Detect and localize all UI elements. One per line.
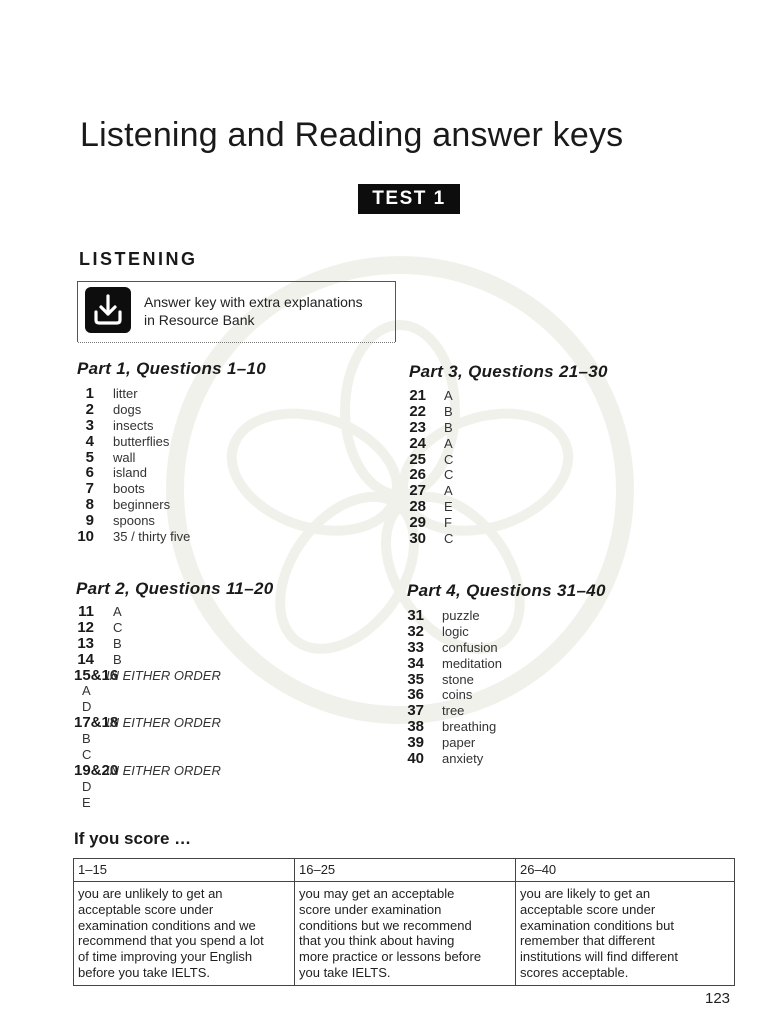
answer-sub-item <box>74 795 221 811</box>
answer-number: 37 <box>407 702 424 720</box>
score-advice-line: you are unlikely to get an <box>78 886 223 901</box>
answer-value: B <box>82 731 91 747</box>
answer-item <box>74 402 190 418</box>
answer-value: F <box>444 515 452 531</box>
score-table <box>73 858 735 986</box>
answer-item <box>74 763 221 779</box>
answer-number: 34 <box>407 654 424 672</box>
answer-number: 12 <box>77 618 94 636</box>
part-4-answer-list <box>404 608 502 767</box>
score-table-header-row <box>74 859 735 882</box>
test-badge: TEST 1 <box>358 184 460 214</box>
score-advice-line: examination conditions and we <box>78 917 256 933</box>
resource-bank-callout <box>77 281 396 342</box>
part-2-answer-list <box>74 604 221 811</box>
answer-value: anxiety <box>442 751 484 767</box>
page-number: 123 <box>705 990 731 1007</box>
score-band-1-15: 1–15 <box>74 859 295 882</box>
download-icon <box>85 287 131 333</box>
answer-value: litter <box>113 386 138 401</box>
answer-number: 32 <box>407 622 424 640</box>
answer-number: 5 <box>85 448 94 466</box>
answer-value: island <box>113 465 147 481</box>
answer-number: 11 <box>78 603 94 620</box>
answer-number: 14 <box>77 650 94 668</box>
answer-number: 33 <box>407 638 424 656</box>
score-advice-line: scores acceptable. <box>520 964 629 980</box>
answer-note: IN EITHER ORDER <box>106 667 221 683</box>
answer-item <box>404 751 502 767</box>
score-advice-line: conditions but we recommend <box>299 917 472 933</box>
answer-value: confusion <box>442 639 498 655</box>
answer-number: 31 <box>407 607 424 624</box>
score-advice-line: examination conditions but <box>520 917 674 933</box>
answer-item <box>404 687 502 703</box>
score-band-16-25: 16–25 <box>295 859 516 882</box>
answer-value: stone <box>442 671 474 687</box>
answer-number: 2 <box>85 400 94 418</box>
answer-item <box>74 418 190 434</box>
answer-item <box>74 620 221 636</box>
answer-value: E <box>444 499 453 515</box>
answer-item <box>404 483 453 499</box>
page-title: Listening and Reading answer keys <box>80 116 624 154</box>
answer-number: 25 <box>409 450 426 468</box>
part-3-title: Part 3, Questions 21–30 <box>409 362 608 381</box>
score-heading: If you score … <box>74 829 192 848</box>
score-advice-line: acceptable score under <box>78 901 214 917</box>
part-1-answer-list <box>74 386 190 545</box>
answer-sub-item <box>74 699 221 715</box>
score-advice-line: recommend that you spend a lot <box>78 933 264 949</box>
answer-number: 9 <box>85 512 94 530</box>
score-advice-line: before you take IELTS. <box>78 964 210 980</box>
answer-item <box>404 640 502 656</box>
resource-line-2: in Resource Bank <box>144 312 255 328</box>
answer-item <box>74 652 221 668</box>
answer-number: 19&20 <box>74 761 119 779</box>
answer-item <box>404 436 453 452</box>
answer-value: B <box>444 403 453 419</box>
score-advice-line: more practice or lessons before <box>299 949 482 965</box>
answer-value: B <box>444 419 453 435</box>
answer-value: spoons <box>113 513 155 529</box>
answer-number: 3 <box>85 416 94 434</box>
answer-number: 17&18 <box>74 714 119 732</box>
answer-number: 23 <box>409 418 426 436</box>
answer-item <box>74 529 190 545</box>
score-band-26-40: 26–40 <box>516 859 735 882</box>
answer-item <box>404 672 502 688</box>
answer-item <box>404 420 453 436</box>
answer-item <box>404 624 502 640</box>
answer-number: 8 <box>85 496 94 514</box>
answer-item <box>74 481 190 497</box>
answer-value: D <box>82 778 92 794</box>
answer-number: 22 <box>409 402 426 420</box>
answer-value: C <box>82 747 92 763</box>
answer-value: coins <box>442 687 473 703</box>
answer-number: 7 <box>85 480 94 498</box>
answer-number: 10 <box>77 528 94 546</box>
answer-number: 27 <box>409 482 426 500</box>
answer-value: meditation <box>442 655 502 671</box>
answer-number: 39 <box>407 734 424 752</box>
answer-value: E <box>82 794 91 810</box>
answer-number: 4 <box>85 432 94 450</box>
answer-item <box>404 531 453 547</box>
answer-number: 21 <box>409 387 426 404</box>
resource-line-1: Answer key with extra explanations <box>144 294 363 310</box>
score-advice-16-25 <box>295 882 516 986</box>
answer-value: breathing <box>442 719 497 735</box>
part-3-answer-list <box>404 388 453 547</box>
answer-item <box>404 719 502 735</box>
answer-number: 38 <box>407 718 424 736</box>
answer-value: A <box>113 604 122 619</box>
answer-item <box>404 467 453 483</box>
answer-item <box>74 434 190 450</box>
answer-value: wall <box>113 449 136 465</box>
answer-value: beginners <box>113 497 171 513</box>
answer-note: IN EITHER ORDER <box>106 762 221 778</box>
score-table-row <box>74 882 735 986</box>
answer-sub-item <box>74 779 221 795</box>
answer-value: B <box>113 651 122 667</box>
answer-value: D <box>82 699 92 715</box>
answer-value: A <box>444 435 453 451</box>
answer-item <box>404 735 502 751</box>
score-advice-line: that you think about having <box>299 933 455 949</box>
answer-item <box>404 452 453 468</box>
part-2-title: Part 2, Questions 11–20 <box>76 579 274 598</box>
answer-number: 35 <box>407 670 424 688</box>
answer-number: 30 <box>409 530 426 548</box>
answer-value: C <box>444 467 454 483</box>
answer-value: paper <box>442 735 476 751</box>
answer-value: C <box>444 451 454 467</box>
score-advice-line: institutions will find different <box>520 949 679 965</box>
answer-value: insects <box>113 417 154 433</box>
part-4-title: Part 4, Questions 31–40 <box>407 581 606 600</box>
answer-number: 24 <box>409 434 426 452</box>
answer-item <box>404 404 453 420</box>
score-advice-line: remember that different <box>520 933 655 949</box>
answer-value: A <box>444 388 453 403</box>
answer-sub-item <box>74 731 221 747</box>
answer-item <box>74 513 190 529</box>
answer-item <box>74 636 221 652</box>
score-advice-line: of time improving your English <box>78 949 253 965</box>
answer-value: butterflies <box>113 433 170 449</box>
answer-value: B <box>113 635 122 651</box>
answer-item <box>74 465 190 481</box>
answer-item <box>404 703 502 719</box>
answer-value: dogs <box>113 401 142 417</box>
answer-sub-item <box>74 747 221 763</box>
score-advice-line: acceptable score under <box>520 901 656 917</box>
answer-item <box>74 497 190 513</box>
answer-value: logic <box>442 623 469 639</box>
answer-item <box>74 668 221 684</box>
score-advice-line: you are likely to get an <box>520 886 651 901</box>
answer-item <box>404 608 502 624</box>
resource-bank-text <box>144 293 394 329</box>
score-advice-26-40 <box>516 882 735 986</box>
answer-value: 35 / thirty five <box>113 529 191 545</box>
answer-item <box>74 386 190 402</box>
answer-number: 26 <box>409 466 426 484</box>
answer-item <box>74 450 190 466</box>
answer-number: 15&16 <box>74 666 119 684</box>
score-advice-1-15 <box>74 882 295 986</box>
answer-number: 1 <box>85 385 94 402</box>
score-advice-line: you take IELTS. <box>299 964 391 980</box>
answer-value: A <box>444 483 453 499</box>
answer-value: A <box>82 683 91 699</box>
answer-item <box>74 715 221 731</box>
answer-value: tree <box>442 703 465 719</box>
answer-value: C <box>444 531 454 547</box>
answer-item <box>404 515 453 531</box>
answer-number: 29 <box>409 514 426 532</box>
answer-number: 40 <box>407 750 424 768</box>
answer-sub-item <box>74 683 221 699</box>
answer-number: 36 <box>407 686 424 704</box>
part-1-title: Part 1, Questions 1–10 <box>77 359 266 378</box>
answer-number: 28 <box>409 498 426 516</box>
score-advice-line: score under examination <box>299 901 442 917</box>
answer-item <box>404 499 453 515</box>
answer-note: IN EITHER ORDER <box>106 715 221 731</box>
answer-value: C <box>113 619 123 635</box>
score-advice-line: you may get an acceptable <box>299 886 455 901</box>
section-heading-listening: LISTENING <box>79 249 198 269</box>
answer-value: puzzle <box>442 608 480 623</box>
answer-number: 13 <box>77 634 94 652</box>
answer-value: boots <box>113 481 145 497</box>
answer-item <box>404 388 453 404</box>
answer-item <box>74 604 221 620</box>
answer-number: 6 <box>85 464 94 482</box>
answer-item <box>404 656 502 672</box>
